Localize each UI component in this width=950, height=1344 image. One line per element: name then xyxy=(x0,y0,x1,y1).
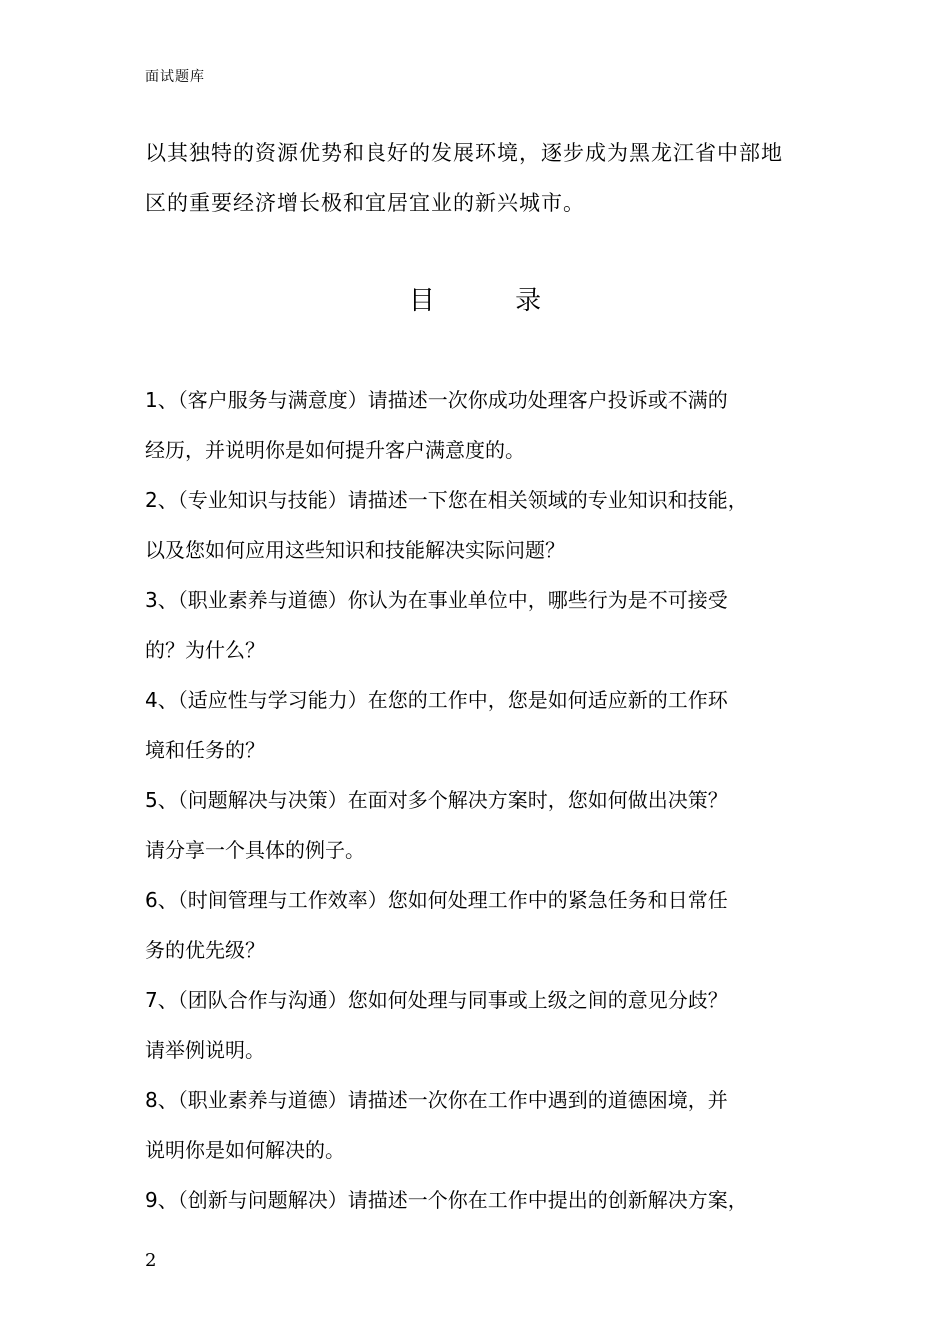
toc-item xyxy=(145,575,825,675)
toc-item xyxy=(145,875,825,975)
toc-item-line: 说明你是如何解决的。 xyxy=(145,1138,345,1162)
toc-item-line: 1、（客户服务与满意度）请描述一次你成功处理客户投诉或不满的 xyxy=(145,388,728,412)
toc-item xyxy=(145,1075,825,1175)
toc-item-line: 请分享一个具体的例子。 xyxy=(145,838,365,862)
toc-item-line: 务的优先级？ xyxy=(145,938,265,962)
toc-item-line: 经历，并说明你是如何提升客户满意度的。 xyxy=(145,438,525,462)
toc-item-line: 境和任务的？ xyxy=(145,738,265,762)
toc-item-line: 5、（问题解决与决策）在面对多个解决方案时，您如何做出决策？ xyxy=(145,788,728,812)
intro-paragraph xyxy=(145,128,825,228)
toc-item xyxy=(145,775,825,875)
toc-item xyxy=(145,475,825,575)
toc-item xyxy=(145,675,825,775)
toc-item xyxy=(145,1175,825,1225)
page-number: 2 xyxy=(145,1250,157,1271)
toc-item-line: 7、（团队合作与沟通）您如何处理与同事或上级之间的意见分歧？ xyxy=(145,988,728,1012)
intro-line: 以其独特的资源优势和良好的发展环境，逐步成为黑龙江省中部地 xyxy=(145,141,783,165)
toc-title: 目 录 xyxy=(408,286,578,316)
toc-item-line: 2、（专业知识与技能）请描述一下您在相关领域的专业知识和技能， xyxy=(145,488,748,512)
toc-item xyxy=(145,975,825,1075)
intro-line: 区的重要经济增长极和宜居宜业的新兴城市。 xyxy=(145,191,585,215)
toc-item-line: 6、（时间管理与工作效率）您如何处理工作中的紧急任务和日常任 xyxy=(145,888,728,912)
toc-item-line: 请举例说明。 xyxy=(145,1038,265,1062)
toc-item-line: 9、（创新与问题解决）请描述一个你在工作中提出的创新解决方案， xyxy=(145,1188,748,1212)
toc-item-line: 8、（职业素养与道德）请描述一次你在工作中遇到的道德困境，并 xyxy=(145,1088,728,1112)
toc-item-line: 4、（适应性与学习能力）在您的工作中，您是如何适应新的工作环 xyxy=(145,688,728,712)
toc-list xyxy=(145,375,825,1225)
page-header: 面试题库 xyxy=(145,69,205,85)
toc-item xyxy=(145,375,825,475)
toc-item-line: 以及您如何应用这些知识和技能解决实际问题？ xyxy=(145,538,565,562)
toc-item-line: 的？为什么？ xyxy=(145,638,265,662)
toc-item-line: 3、（职业素养与道德）你认为在事业单位中，哪些行为是不可接受 xyxy=(145,588,728,612)
